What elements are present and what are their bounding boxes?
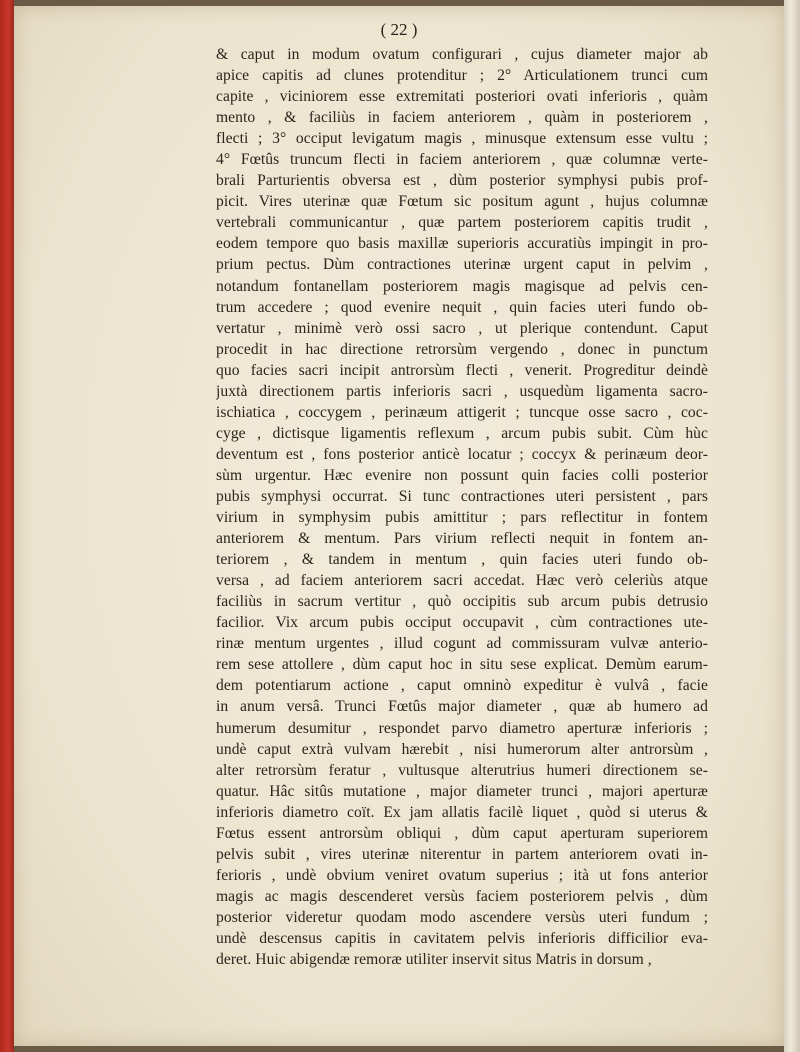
text-line: versa , ad faciem anteriorem sacri accedat. Hæc verò celeriùs atque	[216, 572, 708, 590]
book-page	[14, 6, 784, 1046]
text-line: cyge , dictisque ligamentis reflexum , arcum pubis subit. Cùm hùc	[216, 424, 708, 442]
text-line: mento , & faciliùs in faciem anteriorem , quàm in posteriorem ,	[216, 109, 708, 127]
text-line: posterior videretur quodam modo ascendere versùs uteri fundum ;	[216, 908, 708, 926]
text-line: juxtà directionem partis inferioris sacri , usquedùm ligamenta sacro-	[216, 382, 708, 400]
text-line: anteriorem & mentum. Pars virium reflecti nequit in fontem an-	[216, 530, 708, 548]
text-line: alter retrorsùm feratur , vultusque alterutrius humeri directionem se-	[216, 761, 708, 779]
text-line: eodem tempore quo basis maxillæ superioris accuratiùs impingit in pro-	[216, 235, 708, 253]
text-line: vertebrali communicantur , quæ partem posteriorem capitis trudit ,	[216, 214, 708, 232]
text-line: sùm urgentur. Hæc evenire non possunt quin facies colli posterior	[216, 466, 708, 484]
text-line: deventum est , fons posterior anticè locatur ; coccyx & perinæum deor-	[216, 445, 708, 463]
book-edge-right	[784, 0, 800, 1052]
text-line: notandum fontanellam posteriorem magis magisque ad pelvis cen-	[216, 277, 708, 295]
book-edge-left	[0, 0, 14, 1052]
text-line: procedit in hac directione retrorsùm vergendo , donec in punctum	[216, 340, 708, 358]
body-text	[216, 44, 708, 970]
text-line: virium in symphysim pubis amittitur ; pars reflectitur in fontem	[216, 509, 708, 527]
text-line: flecti ; 3° occiput levigatum magis , minusque extensum esse vultu ;	[216, 130, 708, 148]
text-line: rinæ mentum urgentes , illud cogunt ad commissuram vulvæ anterio-	[216, 635, 708, 653]
text-line: vertatur , minimè verò ossi sacro , ut plerique contendunt. Caput	[216, 319, 708, 337]
text-line: ischiatica , coccygem , perinæum attigerit ; tuncque osse sacro , coc-	[216, 403, 708, 421]
text-line: apice capitis ad clunes protenditur ; 2° Articulationem trunci cum	[216, 67, 708, 85]
text-line: pelvis subit , vires uterinæ niterentur in partem anteriorem ovati in-	[216, 845, 708, 863]
text-line: undè caput extrà vulvam hærebit , nisi humerorum alter antrorsùm ,	[216, 740, 708, 758]
text-line: 4° Fœtûs truncum flecti in faciem anteriorem , quæ columnæ verte-	[216, 151, 708, 169]
text-line: teriorem , & tandem in mentum , quin facies uteri fundo ob-	[216, 551, 708, 569]
text-line: dem potentiarum actione , caput omninò expeditur è vulvâ , facie	[216, 677, 708, 695]
text-line: faciliùs in sacrum vertitur , quò occipitis sub arcum pubis detrusio	[216, 593, 708, 611]
text-line: trum accedere ; quod evenire nequit , quin facies uteri fundo ob-	[216, 298, 708, 316]
text-line: magis ac magis descenderet versùs faciem posteriorem pelvis , dùm	[216, 887, 708, 905]
text-line: picit. Vires uterinæ quæ Fœtum sic positum agunt , hujus columnæ	[216, 193, 708, 211]
text-line: capite , viciniorem esse extremitati posteriori ovati inferioris , quàm	[216, 88, 708, 106]
text-line: quo facies sacri incipit antrorsùm flecti , venerit. Progreditur deindè	[216, 361, 708, 379]
text-line: undè descensus capitis in cavitatem pelvis inferioris difficilior eva-	[216, 929, 708, 947]
text-line: inferioris diametro coït. Ex jam allatis facilè liquet , quòd si uterus &	[216, 803, 708, 821]
text-line: Fœtus essent antrorsùm obliqui , dùm caput aperturam superiorem	[216, 824, 708, 842]
text-line: pubis symphysi occurrat. Si tunc contractiones uteri persistent , pars	[216, 487, 708, 505]
text-line: in anum versâ. Trunci Fœtûs major diameter , quæ ab humero ad	[216, 698, 708, 716]
text-line: prium pectus. Dùm contractiones uterinæ urgent caput in pelvim ,	[216, 256, 708, 274]
text-line: brali Parturientis obversa est , dùm posterior symphysi pubis prof-	[216, 172, 708, 190]
text-line: quatur. Hâc sitûs mutatione , major diameter trunci , majori aperturæ	[216, 782, 708, 800]
text-line: ferioris , undè obvium veniret ovatum superius ; ità ut fons anterior	[216, 866, 708, 884]
text-line: & caput in modum ovatum configurari , cujus diameter major ab	[216, 46, 708, 63]
page-number: ( 22 )	[380, 20, 418, 39]
text-line: deret. Huic abigendæ remoræ utiliter inservit situs Matris in dorsum ,	[216, 951, 652, 969]
text-line: rem sese attollere , dùm caput hoc in situ sese explicat. Demùm earum-	[216, 656, 708, 674]
text-line: humerum desumitur , respondet parvo diametro aperturæ inferioris ;	[216, 719, 708, 737]
text-line: facilior. Vix arcum pubis occiput occupavit , cùm contractiones ute-	[216, 614, 708, 632]
